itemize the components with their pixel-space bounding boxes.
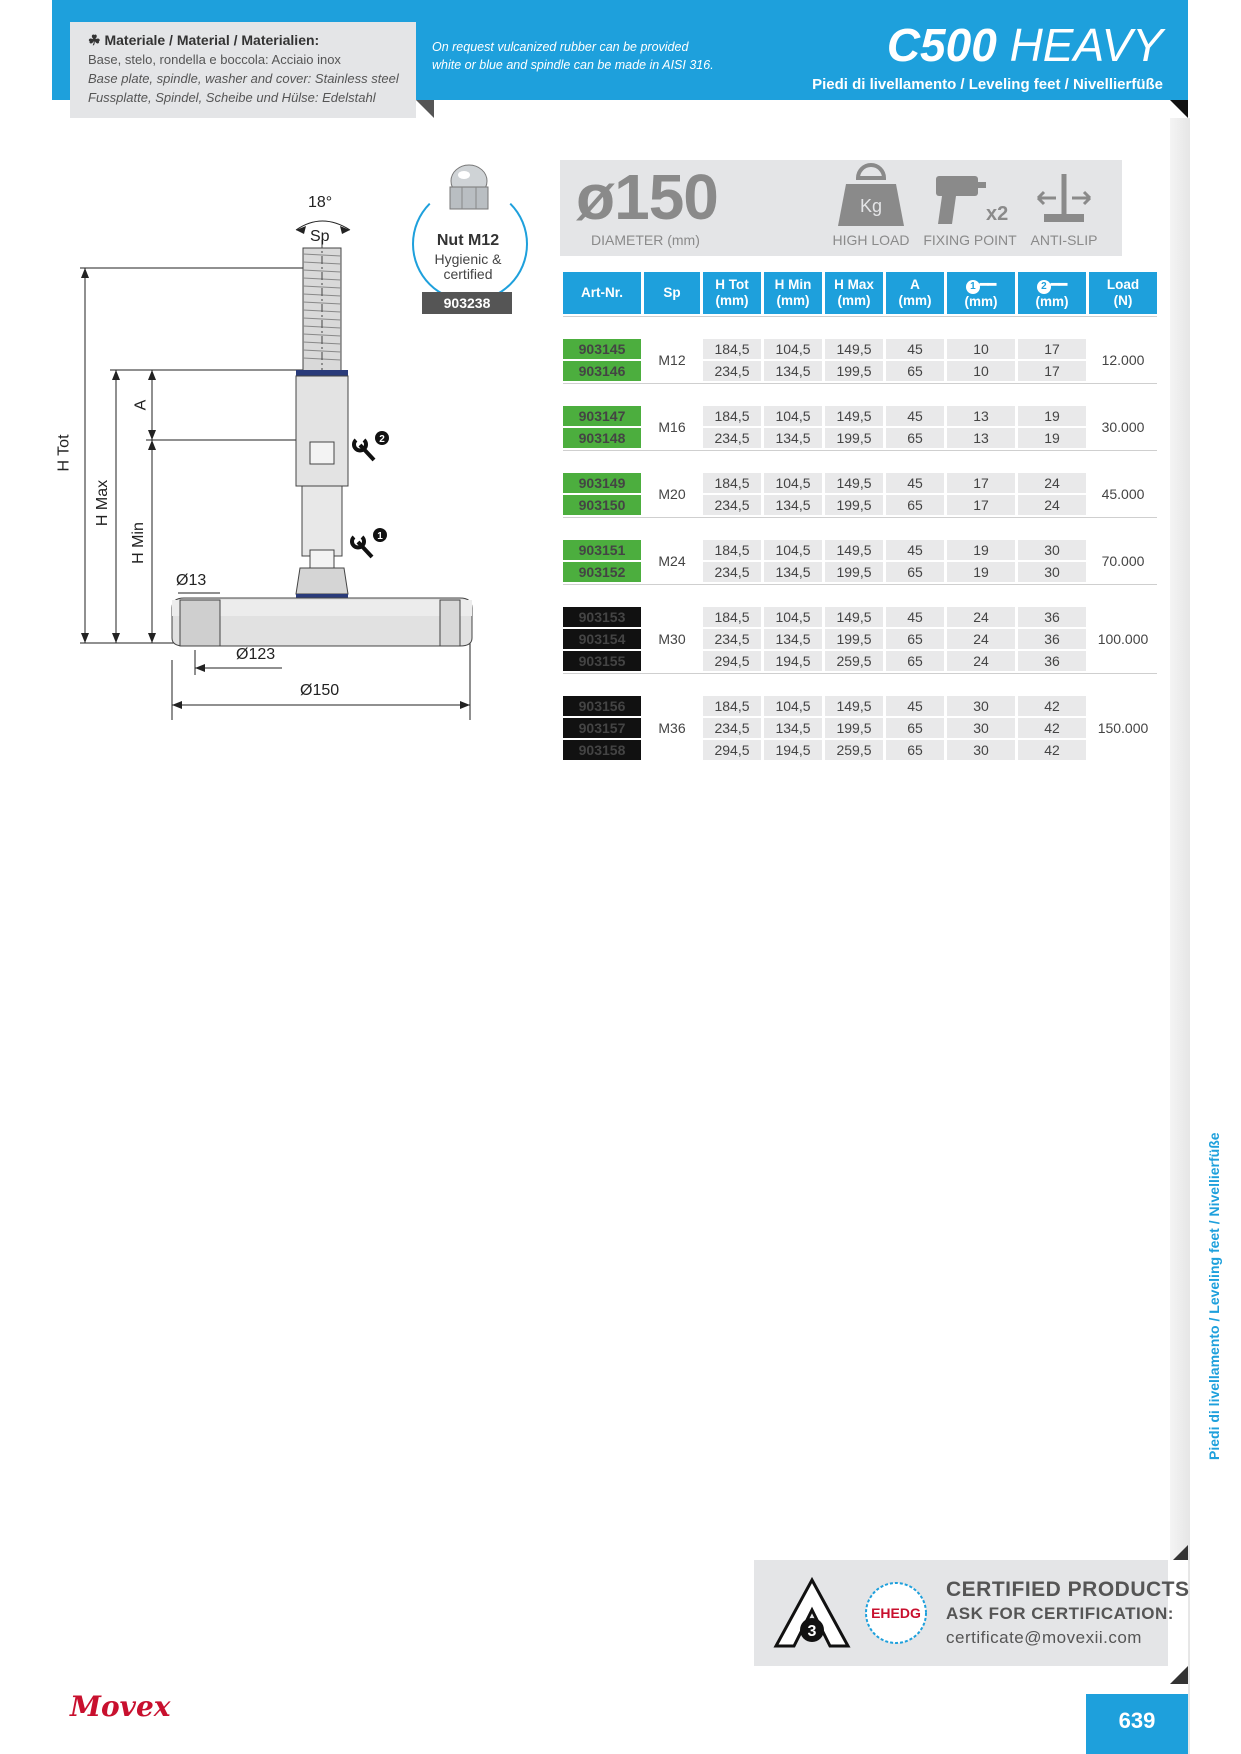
h-max: 259,5 — [825, 651, 883, 671]
spindle-size: M24 — [658, 553, 686, 569]
cert-email-link[interactable]: certificate@movexii.com — [946, 1628, 1142, 1647]
col-art: Art-Nr. — [563, 272, 641, 314]
header-corner-notch — [1170, 100, 1188, 118]
d123-label: Ø123 — [236, 646, 276, 663]
nut-title: Nut M12 — [436, 232, 500, 249]
wrench-1-number: 1 — [377, 531, 383, 542]
h-min: 134,5 — [764, 718, 822, 738]
material-en: Base plate, spindle, washer and cover: Stainless steel — [88, 71, 399, 86]
h-min: 104,5 — [764, 607, 822, 627]
table-row — [563, 540, 1157, 560]
col-wrench2: 2 ━━ (mm) — [1018, 272, 1086, 314]
request-note: On request vulcanized rubber can be provided white or blue and spindle can be made in AISI 316. — [432, 40, 714, 72]
a-value: 45 — [886, 339, 944, 359]
article-number: 903155 — [563, 651, 641, 671]
article-number: 903151 — [563, 540, 641, 560]
load-value: 45.000 — [1101, 486, 1145, 502]
wrench-2-value: 24 — [1018, 473, 1086, 493]
spindle-size: M20 — [658, 486, 686, 502]
wrench-1-value: 24 — [947, 607, 1015, 627]
h-max: 149,5 — [825, 607, 883, 627]
wrench-2-value: 42 — [1018, 718, 1086, 738]
a-label: A — [132, 399, 150, 411]
drill-icon — [934, 172, 1009, 226]
diameter-value: ø150 — [576, 161, 718, 233]
fixing-point-label: FIXING POINT — [923, 232, 1017, 248]
h-min: 134,5 — [764, 495, 822, 515]
wrench-2-value: 30 — [1018, 562, 1086, 582]
d150-label: Ø150 — [300, 682, 340, 699]
article-number: 903149 — [563, 473, 641, 493]
h-max: 199,5 — [825, 562, 883, 582]
h-max: 149,5 — [825, 339, 883, 359]
h-max: 199,5 — [825, 718, 883, 738]
table-row — [563, 607, 1157, 627]
spanner-icon: ━━ — [979, 276, 997, 292]
a-value: 45 — [886, 473, 944, 493]
h-max: 199,5 — [825, 361, 883, 381]
col-sp: Sp — [644, 272, 700, 314]
wrench-2-value: 42 — [1018, 696, 1086, 716]
load-value: 70.000 — [1101, 553, 1145, 569]
wrench-2-value: 42 — [1018, 740, 1086, 760]
article-number: 903152 — [563, 562, 641, 582]
wrench-1-value: 19 — [947, 540, 1015, 560]
h-tot: 234,5 — [703, 562, 761, 582]
a-value: 45 — [886, 406, 944, 426]
group-separator — [563, 517, 1157, 538]
load-value: 30.000 — [1101, 419, 1145, 435]
a-value: 65 — [886, 428, 944, 448]
table-row — [563, 339, 1157, 359]
material-it: Base, stelo, rondella e boccola: Acciaio inox — [88, 52, 341, 67]
h-max: 149,5 — [825, 473, 883, 493]
h-min: 104,5 — [764, 540, 822, 560]
wrench-1-value: 10 — [947, 339, 1015, 359]
wrench-2-value: 36 — [1018, 607, 1086, 627]
material-box — [70, 22, 416, 118]
a-value: 65 — [886, 361, 944, 381]
h-min: 134,5 — [764, 562, 822, 582]
a3-logo — [774, 1578, 850, 1648]
col-hmin: H Min (mm) — [764, 272, 822, 314]
wrench-2-value: 24 — [1018, 495, 1086, 515]
h-tot: 294,5 — [703, 651, 761, 671]
h-tot: 234,5 — [703, 718, 761, 738]
wrench-1-value: 13 — [947, 428, 1015, 448]
group-separator — [563, 673, 1157, 694]
wrench-1-value: 30 — [947, 718, 1015, 738]
a-value: 45 — [886, 540, 944, 560]
a-value: 45 — [886, 696, 944, 716]
weight-icon — [836, 170, 906, 226]
h-max: 149,5 — [825, 406, 883, 426]
h-max-label: H Max — [94, 479, 112, 527]
h-max: 199,5 — [825, 428, 883, 448]
spindle-size: M30 — [658, 631, 686, 647]
material-title: ☘ Materiale / Material / Materialien: — [88, 32, 320, 48]
wrench-2-value: 30 — [1018, 540, 1086, 560]
h-tot: 184,5 — [703, 339, 761, 359]
page-gutter — [1170, 118, 1190, 1754]
article-number: 903156 — [563, 696, 641, 716]
h-min: 134,5 — [764, 428, 822, 448]
load-value: 12.000 — [1101, 352, 1145, 368]
wrench-2-value: 19 — [1018, 406, 1086, 426]
article-number: 903157 — [563, 718, 641, 738]
spindle-size: M36 — [658, 720, 686, 736]
h-max: 149,5 — [825, 696, 883, 716]
col-a: A (mm) — [886, 272, 944, 314]
material-icon: ☘ — [88, 32, 101, 48]
a-value: 65 — [886, 718, 944, 738]
h-tot: 184,5 — [703, 607, 761, 627]
material-notch — [416, 100, 434, 118]
material-de: Fussplatte, Spindel, Scheibe und Hülse: Edelstahl — [88, 90, 376, 105]
load-value: 100.000 — [1097, 631, 1149, 647]
anti-slip-icon — [1032, 170, 1096, 226]
a-value: 65 — [886, 651, 944, 671]
wrench-1-value: 17 — [947, 473, 1015, 493]
a-value: 65 — [886, 562, 944, 582]
side-notch-bottom — [1170, 1666, 1188, 1684]
anti-slip-label: ANTI-SLIP — [1030, 232, 1098, 248]
table-row — [563, 406, 1157, 426]
wrench-2-value: 17 — [1018, 361, 1086, 381]
ehedg-text: EHEDG — [871, 1605, 921, 1621]
wrench-2-value: 19 — [1018, 428, 1086, 448]
product-title: C500 HEAVY — [886, 19, 1163, 71]
article-number: 903145 — [563, 339, 641, 359]
h-min: 134,5 — [764, 361, 822, 381]
h-min: 104,5 — [764, 696, 822, 716]
a-value: 65 — [886, 740, 944, 760]
cert-ask: ASK FOR CERTIFICATION: — [946, 1604, 1174, 1623]
high-load-label: HIGH LOAD — [832, 232, 910, 248]
a3-number: 3 — [807, 1623, 817, 1640]
d13-label: Ø13 — [176, 572, 207, 589]
wrench-1-header-icon: 1 — [966, 280, 980, 294]
h-min-label: H Min — [129, 522, 147, 564]
wrench-1-value: 19 — [947, 562, 1015, 582]
a-value: 45 — [886, 607, 944, 627]
h-min: 104,5 — [764, 406, 822, 426]
h-max: 259,5 — [825, 740, 883, 760]
group-separator — [563, 383, 1157, 404]
h-min: 104,5 — [764, 339, 822, 359]
spindle-size: M12 — [658, 352, 686, 368]
brand-logo: Movex — [70, 1690, 171, 1723]
spanner-icon: ━━ — [1050, 276, 1068, 292]
h-tot: 234,5 — [703, 629, 761, 649]
table-row — [563, 696, 1157, 716]
nut-code: 903238 — [422, 292, 512, 314]
x2-text: x2 — [986, 203, 1009, 225]
article-number: 903153 — [563, 607, 641, 627]
h-tot: 234,5 — [703, 361, 761, 381]
h-max: 199,5 — [825, 495, 883, 515]
h-tot: 184,5 — [703, 406, 761, 426]
wrench-1-value: 10 — [947, 361, 1015, 381]
article-number: 903148 — [563, 428, 641, 448]
h-tot: 234,5 — [703, 495, 761, 515]
side-section-label: Piedi di livellamento / Leveling feet / Nivellierfüße — [1206, 1132, 1222, 1460]
h-tot: 184,5 — [703, 473, 761, 493]
wrench-1-value: 13 — [947, 406, 1015, 426]
article-number: 903150 — [563, 495, 641, 515]
group-separator — [563, 450, 1157, 471]
h-tot: 294,5 — [703, 740, 761, 760]
table-header-row — [563, 272, 1157, 314]
h-min: 194,5 — [764, 740, 822, 760]
a-value: 65 — [886, 495, 944, 515]
table-body — [563, 316, 1157, 760]
table-row — [563, 473, 1157, 493]
h-tot-label: H Tot — [55, 434, 73, 472]
col-wrench1: 1 ━━ (mm) — [947, 272, 1015, 314]
article-number: 903154 — [563, 629, 641, 649]
col-load: Load (N) — [1089, 272, 1157, 314]
h-max: 149,5 — [825, 540, 883, 560]
wrench-2-value: 36 — [1018, 651, 1086, 671]
col-htot: H Tot (mm) — [703, 272, 761, 314]
h-min: 194,5 — [764, 651, 822, 671]
group-separator — [563, 584, 1157, 605]
cap-nut-icon — [444, 163, 494, 215]
product-subtitle: Piedi di livellamento / Leveling feet / Nivellierfüße — [812, 76, 1163, 93]
sp-label: Sp — [310, 228, 330, 245]
wrench-1-value: 24 — [947, 651, 1015, 671]
wrench-2-value: 36 — [1018, 629, 1086, 649]
article-number: 903147 — [563, 406, 641, 426]
group-separator — [563, 316, 1157, 337]
wrench-1-value: 30 — [947, 740, 1015, 760]
h-tot: 184,5 — [703, 696, 761, 716]
spindle-size: M16 — [658, 419, 686, 435]
spec-table — [560, 270, 1160, 762]
h-max: 199,5 — [825, 629, 883, 649]
load-value: 150.000 — [1097, 720, 1149, 736]
article-number: 903158 — [563, 740, 641, 760]
nut-subtitle: Hygienic & certified — [434, 251, 502, 282]
wrench-1-value: 17 — [947, 495, 1015, 515]
cert-title: CERTIFIED PRODUCTS — [946, 1578, 1190, 1601]
wrench-2-number: 2 — [379, 434, 385, 445]
diameter-label: DIAMETER (mm) — [591, 232, 700, 248]
a-value: 65 — [886, 629, 944, 649]
h-min: 134,5 — [764, 629, 822, 649]
ehedg-logo — [862, 1580, 930, 1646]
wrench-2-value: 17 — [1018, 339, 1086, 359]
h-tot: 184,5 — [703, 540, 761, 560]
kg-text: Kg — [859, 196, 883, 216]
article-number: 903146 — [563, 361, 641, 381]
wrench-1-value: 30 — [947, 696, 1015, 716]
wrench-1-value: 24 — [947, 629, 1015, 649]
h-tot: 234,5 — [703, 428, 761, 448]
angle-label: 18° — [308, 194, 333, 211]
wrench-2-header-icon: 2 — [1037, 280, 1051, 294]
col-hmax: H Max (mm) — [825, 272, 883, 314]
page-number: 639 — [1118, 1708, 1156, 1733]
h-min: 104,5 — [764, 473, 822, 493]
